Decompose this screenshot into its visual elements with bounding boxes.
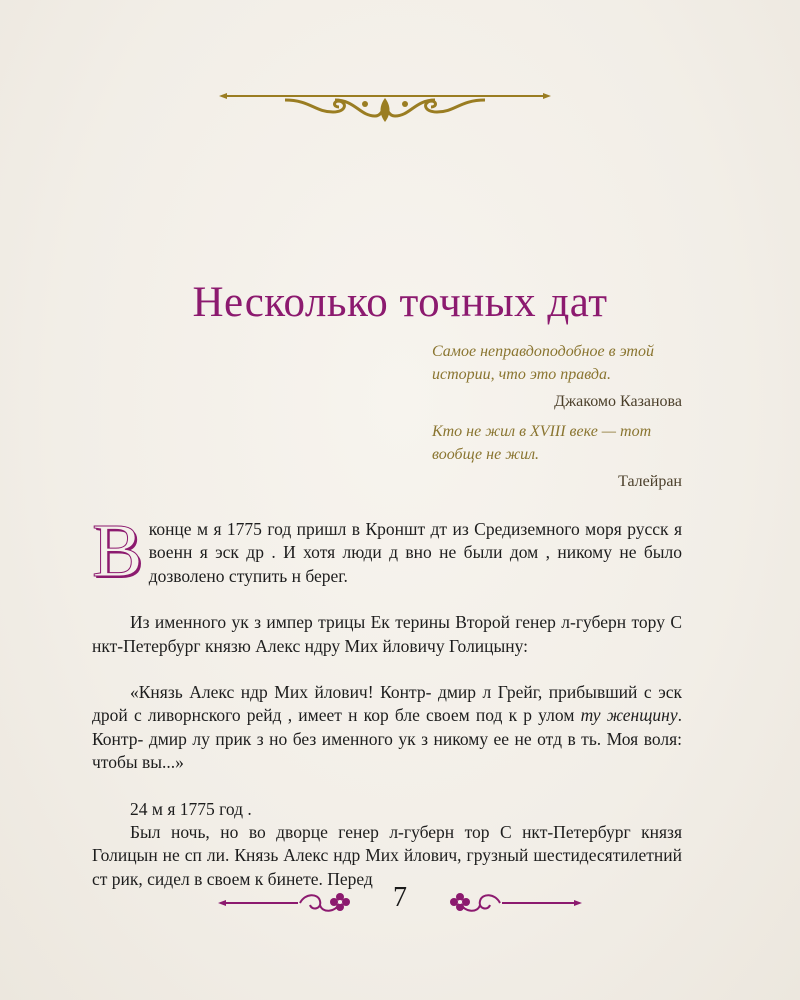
epigraph-author: Джакомо Казанова bbox=[554, 393, 682, 410]
decree-emphasis: ту женщину bbox=[580, 705, 678, 726]
epigraph bbox=[432, 340, 682, 413]
epigraph bbox=[432, 420, 682, 493]
paragraph-date: 24 м я 1775 год . bbox=[130, 798, 252, 819]
page-number: 7 bbox=[393, 882, 407, 913]
chapter-body bbox=[92, 509, 682, 891]
opening-paragraph bbox=[92, 509, 682, 593]
paragraph-decree bbox=[92, 681, 682, 775]
paragraph: Из именного ук з импер трицы Ек терины Второй генер л-губерн тору С нкт-Петербург князю Алекс ндру Мих йловичу Голицыну: bbox=[92, 612, 682, 656]
epigraph-author: Талейран bbox=[618, 473, 682, 490]
chapter-title: Несколько точных дат bbox=[192, 279, 608, 326]
decree-text-b: . Контр- дмир лу прик з но без именного ук з никому ее не отд в ть. Моя воля: чтобы вы...» bbox=[92, 705, 682, 773]
drop-cap: В bbox=[92, 509, 143, 593]
epigraph-quote: Кто не жил в XVIII веке — тот вообще не жил. bbox=[432, 423, 652, 463]
top-ornament bbox=[215, 82, 555, 126]
paragraph-text: конце м я 1775 год пришл в Кроншт дт из Средиземного моря русск я военн я эск др . И хотя люди д вно не были дом , никому не было дозволено ступить н берег. bbox=[148, 519, 682, 586]
epigraph-quote: Самое неправдоподобное в этой истории, что это правда. bbox=[432, 343, 654, 383]
paragraph: Был ночь, но во дворце генер л-губерн тор С нкт-Петербург князя Голицын не сп ли. Князь Алекс ндр Мих йлович, грузный шестидесятилетний ст рик, сидел в своем к бинете. Перед bbox=[92, 822, 682, 889]
decree-text-a: «Князь Алекс ндр Мих йлович! Контр- дмир л Грейг, прибывший с эск дрой с ливорнского рейд , имеет н кор бле своем под к р улом bbox=[92, 682, 682, 726]
